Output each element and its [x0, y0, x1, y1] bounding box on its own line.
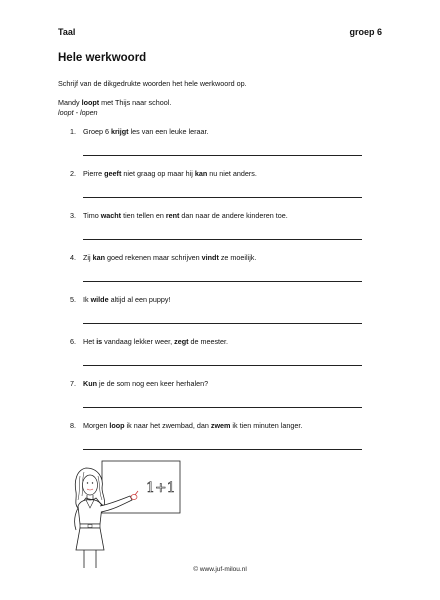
question-number: 7. [70, 379, 76, 388]
bold-verb: kan [194, 169, 208, 178]
question-number: 8. [70, 421, 76, 430]
question-number: 4. [70, 253, 76, 262]
example-text: Mandy [58, 98, 82, 107]
question-text: Het [83, 337, 97, 346]
answer-line[interactable] [83, 155, 362, 156]
question-2 [70, 169, 370, 178]
chalk [135, 491, 138, 495]
question-number: 1. [70, 127, 76, 136]
question-text: ik tien minuten langer. [230, 421, 303, 430]
question-text: dan naar de andere kinderen toe. [179, 211, 288, 220]
question-text: altijd al een puppy! [108, 295, 171, 304]
bold-verb: geeft [104, 169, 122, 178]
teacher-illustration [62, 454, 182, 570]
question-7 [70, 379, 370, 388]
face [83, 475, 98, 495]
question-text: Timo [83, 211, 101, 220]
answer-line[interactable] [83, 449, 362, 450]
question-number: 2. [70, 169, 76, 178]
question-number: 3. [70, 211, 76, 220]
question-text: Zij [83, 253, 93, 262]
bold-verb: is [96, 337, 103, 346]
question-text: ze moeilijk. [218, 253, 257, 262]
question-1 [70, 127, 370, 136]
footer-copyright: © www.juf-milou.nl [193, 566, 247, 573]
question-text: ik naar het zwembad, dan [124, 421, 211, 430]
example-text: met Thijs naar school. [99, 98, 172, 107]
example-sentence [58, 98, 171, 108]
answer-line[interactable] [83, 197, 362, 198]
bold-verb: zwem [210, 421, 231, 430]
question-number: 5. [70, 295, 76, 304]
teacher-drawing [62, 454, 182, 570]
example-bold-verb: loopt [81, 98, 100, 107]
example-answer: loopt - lopen [58, 108, 98, 117]
question-text: niet graag op maar hij [121, 169, 195, 178]
question-5 [70, 295, 370, 304]
question-text: nu niet anders. [207, 169, 257, 178]
bold-verb: zegt [174, 337, 189, 346]
board-text: 1+1 [146, 480, 176, 496]
bold-verb: vindt [201, 253, 219, 262]
example-block [58, 98, 171, 118]
question-text: de meester. [188, 337, 229, 346]
blouse [78, 500, 102, 524]
bold-verb: kan [92, 253, 105, 262]
page-title: Hele werkwoord [58, 52, 147, 64]
question-text: je de som nog een keer herhalen? [96, 379, 209, 388]
question-text: vandaag lekker weer, [102, 337, 175, 346]
question-text: Morgen [83, 421, 110, 430]
answer-line[interactable] [83, 239, 362, 240]
question-text: les van een leuke leraar. [128, 127, 209, 136]
answer-line[interactable] [83, 365, 362, 366]
question-text: tien tellen en [121, 211, 166, 220]
answer-line[interactable] [83, 407, 362, 408]
answer-line[interactable] [83, 281, 362, 282]
bold-verb: wacht [100, 211, 122, 220]
question-text: Pierre [83, 169, 105, 178]
page-header [58, 27, 382, 37]
instruction-text: Schrijf van de dikgedrukte woorden het hele werkwoord op. [58, 79, 247, 88]
bold-verb: loop [109, 421, 125, 430]
question-6 [70, 337, 370, 346]
subject-label: Taal [58, 27, 76, 37]
bold-verb: rent [165, 211, 180, 220]
answer-line[interactable] [83, 323, 362, 324]
question-text: Ik [83, 295, 91, 304]
skirt [76, 528, 104, 550]
question-8 [70, 421, 370, 430]
question-number: 6. [70, 337, 76, 346]
bold-verb: krijgt [110, 127, 129, 136]
question-4 [70, 253, 370, 262]
question-text: goed rekenen maar schrijven [104, 253, 202, 262]
question-3 [70, 211, 370, 220]
bold-verb: Kun [83, 379, 97, 388]
question-text: Groep 6 [83, 127, 111, 136]
bold-verb: wilde [90, 295, 109, 304]
group-label: groep 6 [349, 27, 382, 37]
hand [131, 495, 137, 500]
